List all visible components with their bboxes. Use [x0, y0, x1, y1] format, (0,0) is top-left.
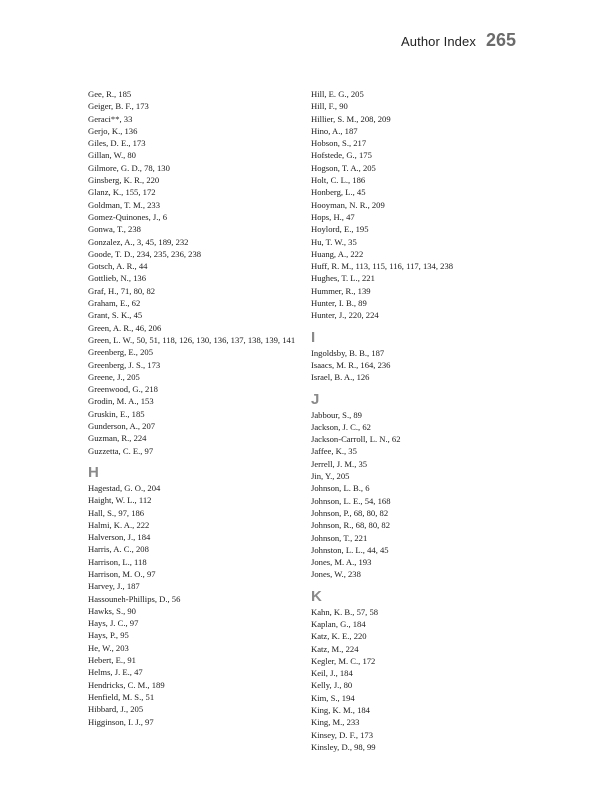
index-entry: Hunter, I. B., 89 — [311, 298, 367, 309]
index-entry: Johnson, T., 221 — [311, 532, 368, 543]
index-entry: Greenberg, E., 205 — [88, 347, 153, 358]
index-entry: Giles, D. E., 173 — [88, 138, 146, 149]
index-entry: Johnson, L. B., 6 — [311, 483, 370, 494]
index-entry: Ingoldsby, B. B., 187 — [311, 347, 385, 358]
index-entry: Hibbard, J., 205 — [88, 704, 144, 715]
index-entry: Guzman, R., 224 — [88, 433, 147, 444]
index-entry: King, M., 233 — [311, 717, 360, 728]
index-entry: Harrison, M. O., 97 — [88, 568, 156, 579]
index-entry: Green, L. W., 50, 51, 118, 126, 130, 136, 137, 138, 139, 141 — [88, 334, 296, 345]
index-entry: Hummer, R., 139 — [311, 285, 371, 296]
index-entry: Greenberg, J. S., 173 — [88, 359, 161, 370]
section-g — [88, 88, 303, 457]
index-entry: Kinsey, D. F., 173 — [311, 729, 374, 740]
index-entry: Hays, P., 95 — [88, 630, 129, 641]
index-entry: King, K. M., 184 — [311, 705, 370, 716]
section-h-continued — [311, 88, 526, 322]
index-entry: Glanz, K., 155, 172 — [88, 187, 156, 198]
section-heading-j: J — [311, 390, 320, 408]
index-entry: Kim, S., 194 — [311, 692, 355, 703]
index-entry: Holt, C. L., 186 — [311, 175, 366, 186]
index-entry: Jones, M. A., 193 — [311, 557, 372, 568]
index-entry: Jackson, J. C., 62 — [311, 421, 371, 432]
index-entry: Hogson, T. A., 205 — [311, 162, 376, 173]
index-entry: Gunderson, A., 207 — [88, 421, 156, 432]
index-entry: Goode, T. D., 234, 235, 236, 238 — [88, 248, 202, 259]
index-entry: Hobson, S., 217 — [311, 138, 367, 149]
section-h — [88, 482, 303, 728]
index-entry: Hassouneh-Phillips, D., 56 — [88, 593, 181, 604]
section-i — [311, 347, 526, 384]
index-entry: Huff, R. M., 113, 115, 116, 117, 134, 238 — [311, 261, 454, 272]
index-entry: Hughes, T. L., 221 — [311, 273, 375, 284]
index-entry: Kegler, M. C., 172 — [311, 655, 376, 666]
index-entry: Honberg, L., 45 — [311, 187, 366, 198]
index-entry: Isaacs, M. R., 164, 236 — [311, 359, 391, 370]
index-entry: Jones, W., 238 — [311, 569, 361, 580]
index-entry: Jerrell, J. M., 35 — [311, 458, 368, 469]
index-column-right — [311, 88, 526, 753]
index-entry: Hillier, S. M., 208, 209 — [311, 113, 391, 124]
index-entry: Gruskin, E., 185 — [88, 408, 145, 419]
index-entry: Green, A. R., 46, 206 — [88, 322, 162, 333]
index-entry: Jackson-Carroll, L. N., 62 — [311, 434, 401, 445]
index-entry: Hagestad, G. O., 204 — [88, 482, 161, 493]
section-k — [311, 606, 526, 754]
index-entry: Gee, R., 185 — [88, 89, 132, 99]
index-entry: Israel, B. A., 126 — [311, 372, 370, 383]
index-entry: Johnson, P., 68, 80, 82 — [311, 507, 389, 518]
index-entry: Harvey, J., 187 — [88, 581, 140, 592]
index-entry: Kinsley, D., 98, 99 — [311, 741, 376, 752]
index-entry: Geraci**, 33 — [88, 113, 133, 124]
index-column-left — [88, 88, 303, 728]
index-entry: Hino, A., 187 — [311, 125, 358, 136]
index-entry: Guzzetta, C. E., 97 — [88, 445, 154, 456]
index-entry: Hoylord, E., 195 — [311, 224, 369, 235]
index-entry: Keil, J., 184 — [311, 668, 353, 679]
index-entry: Haight, W. L., 112 — [88, 495, 152, 506]
index-entry: Higginson, I. J., 97 — [88, 716, 154, 727]
index-entry: Jin, Y., 205 — [311, 471, 350, 482]
index-entry: Hofstede, G., 175 — [311, 150, 372, 161]
index-entry: Johnson, R., 68, 80, 82 — [311, 520, 391, 531]
index-entry: Greene, J., 205 — [88, 371, 140, 382]
index-entry: Kahn, K. B., 57, 58 — [311, 606, 379, 617]
index-entry: Gilmore, G. D., 78, 130 — [88, 162, 170, 173]
index-entry: Johnson, L. E., 54, 168 — [311, 495, 391, 506]
index-entry: Greenwood, G., 218 — [88, 384, 158, 395]
running-title: Author Index — [401, 34, 476, 49]
index-entry: Hendricks, C. M., 189 — [88, 679, 165, 690]
index-entry: Hunter, J., 220, 224 — [311, 310, 379, 321]
index-entry: Johnston, L. L., 44, 45 — [311, 544, 389, 555]
index-entry: Katz, K. E., 220 — [311, 631, 367, 642]
index-entry: Gillan, W., 80 — [88, 150, 136, 161]
index-entry: Harris, A. C., 208 — [88, 544, 149, 555]
index-entry: Goldman, T. M., 233 — [88, 199, 161, 210]
index-entry: Huang, A., 222 — [311, 248, 364, 259]
section-j — [311, 409, 526, 581]
page-number: 265 — [485, 30, 516, 50]
index-entry: Hall, S., 97, 186 — [88, 507, 145, 518]
section-heading-i: I — [311, 328, 316, 346]
index-entry: Graf, H., 71, 80, 82 — [88, 285, 156, 296]
index-entry: Hays, J. C., 97 — [88, 618, 139, 629]
index-entry: Jaffee, K., 35 — [311, 446, 357, 457]
index-entry: Hill, E. G., 205 — [311, 89, 364, 99]
index-entry: Hu, T. W., 35 — [311, 236, 357, 247]
section-heading-h: H — [88, 463, 99, 481]
index-entry: Gottlieb, N., 136 — [88, 273, 147, 284]
index-entry: Hebert, E., 91 — [88, 655, 136, 666]
index-entry: Halverson, J., 184 — [88, 532, 151, 543]
index-entry: Gonzalez, A., 3, 45, 189, 232 — [88, 236, 189, 247]
index-entry: Hill, F., 90 — [311, 101, 348, 112]
running-header — [401, 30, 516, 51]
index-entry: Katz, M., 224 — [311, 643, 359, 654]
index-entry: Gomez-Quinones, J., 6 — [88, 211, 168, 222]
index-entry: Ginsberg, K. R., 220 — [88, 175, 160, 186]
section-heading-k: K — [311, 587, 322, 605]
index-entry: Helms, J. E., 47 — [88, 667, 143, 678]
index-entry: Henfield, M. S., 51 — [88, 691, 155, 702]
index-entry: Kelly, J., 80 — [311, 680, 353, 691]
index-entry: Grant, S. K., 45 — [88, 310, 143, 321]
index-entry: Hawks, S., 90 — [88, 605, 136, 616]
index-entry: Harrison, L., 118 — [88, 556, 147, 567]
index-entry: Hops, H., 47 — [311, 211, 355, 222]
index-entry: Graham, E., 62 — [88, 298, 141, 309]
index-entry: Hooyman, N. R., 209 — [311, 199, 385, 210]
index-entry: Kaplan, G., 184 — [311, 618, 366, 629]
index-entry: Halmi, K. A., 222 — [88, 519, 150, 530]
index-entry: Gonwa, T., 238 — [88, 224, 141, 235]
index-entry: He, W., 203 — [88, 642, 129, 653]
index-entry: Geiger, B. F., 173 — [88, 101, 149, 112]
index-entry: Grodin, M. A., 153 — [88, 396, 154, 407]
index-entry: Gotsch, A. R., 44 — [88, 261, 148, 272]
index-entry: Jabbour, S., 89 — [311, 409, 362, 420]
index-entry: Gerjo, K., 136 — [88, 125, 138, 136]
